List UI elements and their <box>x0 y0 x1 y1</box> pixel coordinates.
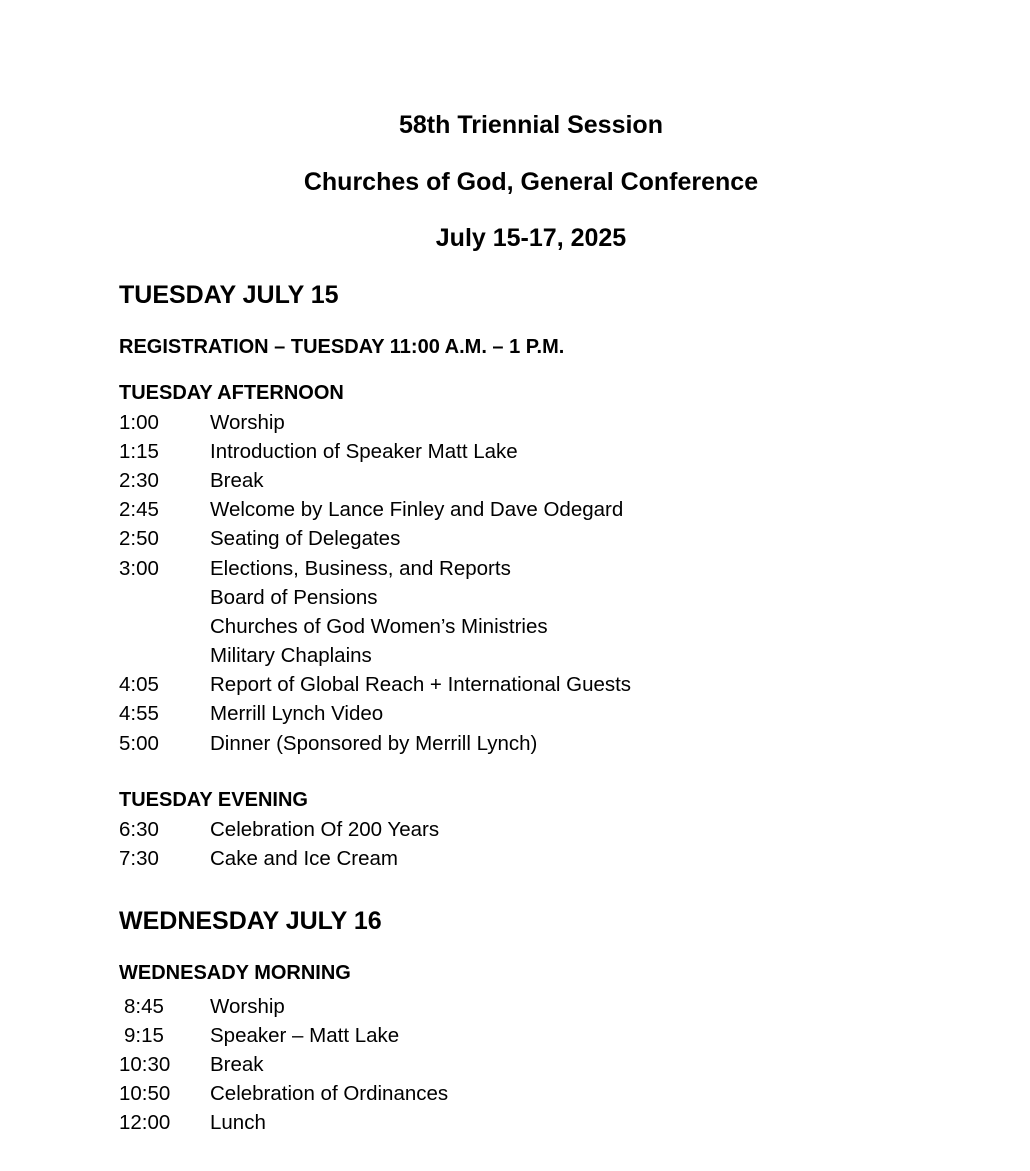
tuesday-afternoon-schedule <box>119 408 631 758</box>
schedule-event: Worship <box>210 410 285 434</box>
schedule-time: 9:15 <box>124 1023 164 1047</box>
schedule-row <box>119 554 631 583</box>
schedule-event: Report of Global Reach + International Guests <box>210 673 632 697</box>
schedule-event: Merrill Lynch Video <box>210 702 384 726</box>
schedule-row <box>119 496 631 525</box>
tuesday-heading: TUESDAY JULY 15 <box>119 281 339 309</box>
schedule-time: 4:55 <box>119 702 159 726</box>
schedule-event: Celebration of Ordinances <box>210 1082 449 1106</box>
schedule-event: Cake and Ice Cream <box>210 846 399 870</box>
schedule-event: Celebration Of 200 Years <box>210 817 440 841</box>
schedule-row <box>119 1109 448 1138</box>
schedule-row <box>119 992 448 1021</box>
schedule-event: Introduction of Speaker Matt Lake <box>210 439 518 463</box>
session-title: 58th Triennial Session <box>399 111 663 139</box>
schedule-row <box>119 815 439 844</box>
schedule-event: Lunch <box>210 1111 266 1135</box>
schedule-event: Welcome by Lance Finley and Dave Odegard <box>210 498 624 522</box>
schedule-row <box>119 525 631 554</box>
schedule-event: Churches of God Women’s Ministries <box>210 614 548 638</box>
schedule-event: Military Chaplains <box>210 644 372 668</box>
schedule-time: 7:30 <box>119 846 159 870</box>
schedule-time: 2:30 <box>119 468 159 492</box>
schedule-row <box>119 844 439 873</box>
schedule-time: 10:50 <box>119 1082 171 1106</box>
tuesday-evening-schedule <box>119 815 439 873</box>
tuesday-afternoon-heading: TUESDAY AFTERNOON <box>119 382 344 404</box>
schedule-time: 5:00 <box>119 731 159 755</box>
schedule-event: Elections, Business, and Reports <box>210 556 511 580</box>
wednesday-morning-schedule <box>119 992 448 1138</box>
schedule-time: 6:30 <box>119 817 159 841</box>
schedule-time: 4:05 <box>119 673 159 697</box>
registration-line: REGISTRATION – TUESDAY 11:00 A.M. – 1 P.M. <box>119 336 565 358</box>
wednesday-heading: WEDNESDAY JULY 16 <box>119 907 382 935</box>
schedule-row <box>119 1021 448 1050</box>
schedule-event: Break <box>210 468 264 492</box>
schedule-row <box>119 466 631 495</box>
schedule-event: Board of Pensions <box>210 585 378 609</box>
organization-title: Churches of God, General Conference <box>303 168 759 196</box>
schedule-time: 12:00 <box>119 1111 171 1135</box>
schedule-row <box>119 1050 448 1079</box>
schedule-time: 8:45 <box>124 994 164 1018</box>
schedule-event: Seating of Delegates <box>210 527 401 551</box>
schedule-row <box>119 583 631 612</box>
schedule-time: 2:50 <box>119 527 159 551</box>
schedule-row <box>119 1080 448 1109</box>
schedule-row <box>119 642 631 671</box>
schedule-row <box>119 437 631 466</box>
schedule-time: 10:30 <box>119 1052 171 1076</box>
schedule-event: Break <box>210 1052 264 1076</box>
schedule-time: 3:00 <box>119 556 159 580</box>
schedule-row <box>119 729 631 758</box>
schedule-time: 2:45 <box>119 498 159 522</box>
date-range-title: July 15-17, 2025 <box>435 224 627 252</box>
schedule-event: Worship <box>210 994 285 1018</box>
tuesday-evening-heading: TUESDAY EVENING <box>119 789 308 811</box>
schedule-event: Speaker – Matt Lake <box>210 1023 400 1047</box>
schedule-row <box>119 612 631 641</box>
schedule-row <box>119 671 631 700</box>
schedule-row <box>119 408 631 437</box>
schedule-row <box>119 700 631 729</box>
schedule-time: 1:15 <box>119 439 159 463</box>
wednesday-morning-heading: WEDNESADY MORNING <box>119 962 351 984</box>
schedule-time: 1:00 <box>119 410 159 434</box>
schedule-event: Dinner (Sponsored by Merrill Lynch) <box>210 731 538 755</box>
